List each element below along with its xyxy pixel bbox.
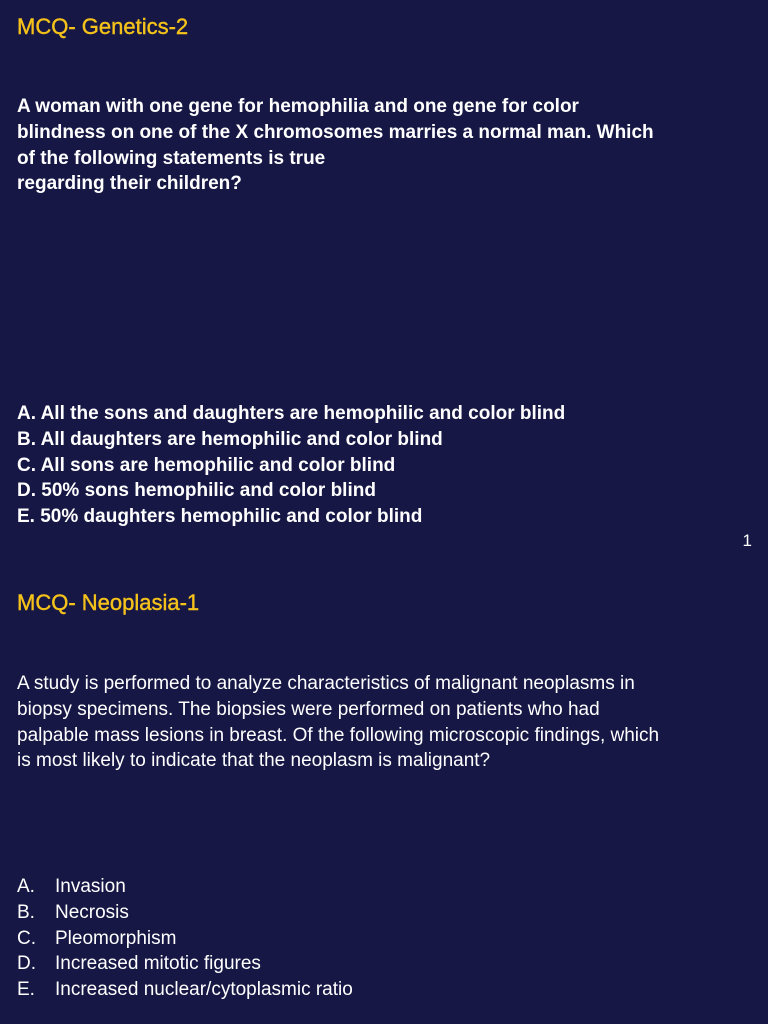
option-letter: E. (17, 979, 35, 1001)
slide-title: MCQ- Genetics-2 (17, 14, 189, 39)
slide-neoplasia (0, 560, 768, 1024)
option-letter: A. (17, 876, 35, 897)
answer-options (17, 401, 565, 530)
answer-options (17, 874, 353, 1003)
question-text: A study is performed to analyze characteristics of malignant neoplasms in biopsy specimens. The biopsies were performed on patients who had palpable mass lesions in breast. Of the following microscopic findings, which is most likely to indicate that the neoplasm is malignant? (17, 673, 660, 772)
answer-option-a: A. All the sons and daughters are hemophilic and color blind (17, 403, 566, 424)
option-text: Necrosis (55, 901, 129, 923)
answer-option-e: E. 50% daughters hemophilic and color blind (17, 506, 423, 528)
answer-option-b: B. All daughters are hemophilic and color blind (17, 428, 443, 450)
option-letter: C. (17, 927, 36, 949)
answer-option-d: D. 50% sons hemophilic and color blind (17, 480, 376, 502)
question-text: A woman with one gene for hemophilia and one gene for color blindness on one of the X chromosomes marries a normal man. Which of the following statements is true regarding their children? (17, 96, 654, 195)
slide-title: MCQ- Neoplasia-1 (17, 590, 200, 615)
answer-option-d (17, 951, 353, 977)
option-text: Increased nuclear/cytoplasmic ratio (55, 979, 353, 1001)
answer-option-a (17, 874, 353, 900)
answer-option-c: C. All sons are hemophilic and color blind (17, 454, 396, 476)
option-text: Pleomorphism (55, 927, 177, 949)
option-text: Invasion (55, 876, 126, 897)
option-text: Increased mitotic figures (55, 953, 261, 975)
option-letter: B. (17, 901, 35, 923)
option-letter: D. (17, 953, 36, 975)
page-number: 1 (742, 531, 752, 550)
answer-option-e (17, 977, 353, 1003)
answer-option-c (17, 926, 353, 952)
answer-option-b (17, 900, 353, 926)
